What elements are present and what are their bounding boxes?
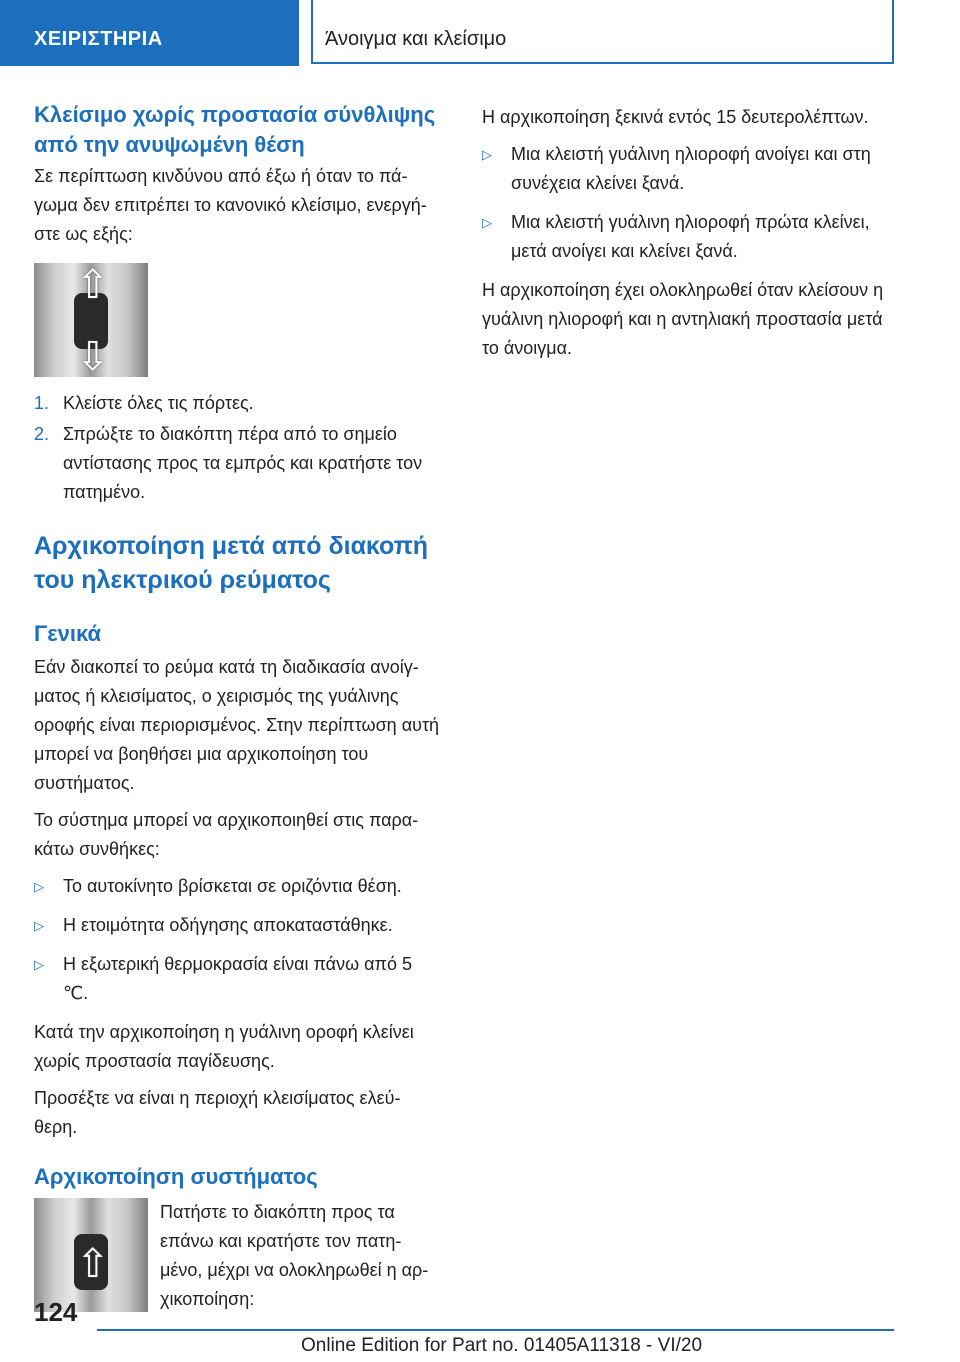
header-chapter-box <box>311 0 894 64</box>
header-section-tab <box>0 0 299 66</box>
triangle-right-icon: ▷ <box>34 957 44 972</box>
paragraph-starts-within: Η αρχικοποίηση ξεκινά εντός 15 δευτερολέπτων. <box>482 107 869 127</box>
switch-image-push-up <box>34 1198 148 1312</box>
arrow-up-icon: ⇧ <box>76 1242 110 1286</box>
footer-divider <box>97 1329 894 1331</box>
switch-image-push-forward <box>34 263 148 377</box>
list-item: ▷ Μια κλειστή γυάλινη ηλιοροφή ανοίγει και στη συνέχεια κλείνει ξανά. <box>482 140 902 198</box>
list-item: ▷ Η εξωτερική θερμοκρασία είναι πάνω από 5 ℃. <box>34 950 446 1008</box>
triangle-right-icon: ▷ <box>34 879 44 894</box>
right-column <box>482 103 902 371</box>
footer-edition: Online Edition for Part no. 01405A11318 - VI/20 <box>301 1335 703 1356</box>
paragraph-closes-without-protection: Κατά την αρχικοποίηση η γυάλινη οροφή κλείνει χωρίς προστασία παγίδευσης. <box>34 1022 414 1071</box>
paragraph-press-switch-up: Πατήστε το διακόπτη προς τα επάνω και κρατήστε τον πατη- μένο, μέχρι να ολοκληρωθεί η αρ- χικοποίηση: <box>160 1202 429 1309</box>
list-item: ▷ Μια κλειστή γυάλινη ηλιοροφή πρώτα κλείνει, μετά ανοίγει και κλείνει ξανά. <box>482 208 902 266</box>
paragraph-intro: Σε περίπτωση κινδύνου από έξω ή όταν το πά- γωμα δεν επιτρέπει το κανονικό κλείσιμο, ενεργή- στε ως εξής: <box>34 166 427 244</box>
paragraph-conditions: Το σύστημα μπορεί να αρχικοποιηθεί στις παρα- κάτω συνθήκες: <box>34 810 419 859</box>
heading-closing-without-pinch-protection: Κλείσιμο χωρίς προστασία σύνθλιψης από την ανυψωμένη θέση <box>34 102 436 157</box>
heading-general: Γενικά <box>34 621 102 646</box>
triangle-right-icon: ▷ <box>482 215 492 230</box>
initialization-instruction <box>34 1198 446 1314</box>
arrow-up-icon: ⇧ <box>76 263 110 307</box>
arrow-down-icon: ⇩ <box>76 335 110 377</box>
paragraph-keep-area-clear: Προσέξτε να είναι η περιοχή κλεισίματος ελεύ- θερη. <box>34 1088 401 1137</box>
paragraph-power-interruption: Εάν διακοπεί το ρεύμα κατά τη διαδικασία ανοίγ- ματος ή κλεισίματος, ο χειρισμός της γυάλινης οροφής είναι περιορισμένος. Στην περίπτωση αυτή μπορεί να βοηθήσει μια αρχικοποίηση του συστήματος. <box>34 657 440 793</box>
list-item: ▷ Το αυτοκίνητο βρίσκεται σε οριζόντια θέση. <box>34 872 446 901</box>
heading-initialization-after-power-loss: Αρχικοποίηση μετά από διακοπή του ηλεκτρικού ρεύματος <box>34 532 429 594</box>
page-number: 124 <box>34 1297 78 1327</box>
header-chapter-label: Άνοιγμα και κλείσιμο <box>325 28 507 50</box>
triangle-right-icon: ▷ <box>34 918 44 933</box>
paragraph-initialization-complete: Η αρχικοποίηση έχει ολοκληρωθεί όταν κλείσουν η γυάλινη ηλιοροφή και η αντηλιακή προστασία μετά το άνοιγμα. <box>482 280 884 358</box>
triangle-right-icon: ▷ <box>482 147 492 162</box>
list-item: 1. Κλείστε όλες τις πόρτες. <box>34 393 254 413</box>
left-column <box>34 100 446 1314</box>
list-item: ▷ Η ετοιμότητα οδήγησης αποκαταστάθηκε. <box>34 911 446 940</box>
header-section-label: ΧΕΙΡΙΣΤΗΡΙΑ <box>34 28 163 50</box>
heading-system-initialization: Αρχικοποίηση συστήματος <box>34 1164 318 1189</box>
list-item: 2. Σπρώξτε το διακόπτη πέρα από το σημείο αντίστασης προς τα εμπρός και κρατήστε τον πατημένο. <box>34 424 423 502</box>
